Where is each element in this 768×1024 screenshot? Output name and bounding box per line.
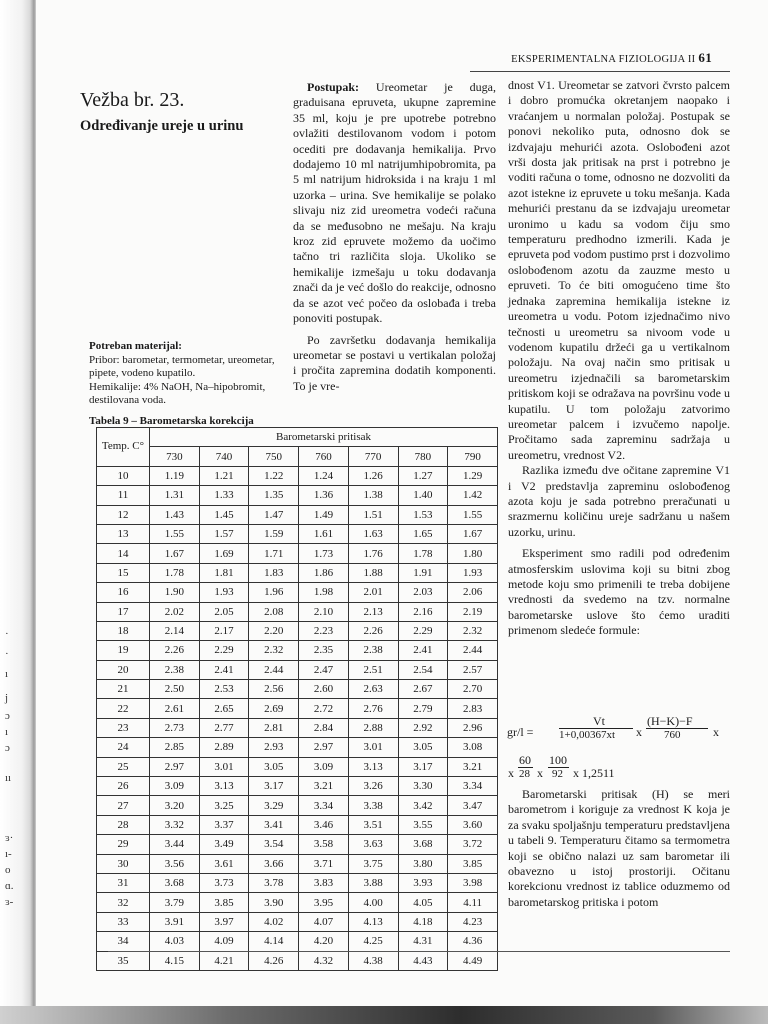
formula-num-vt: Vt — [593, 714, 605, 728]
table-correction-cell: 3.68 — [150, 873, 200, 892]
table-correction-cell: 3.01 — [348, 738, 398, 757]
table-correction-cell: 2.47 — [299, 660, 349, 679]
table-row — [97, 486, 498, 505]
formula-num-100: 100 — [549, 753, 567, 767]
table-correction-cell: 1.55 — [150, 524, 200, 543]
table-correction-cell: 2.26 — [150, 641, 200, 660]
table-row — [97, 621, 498, 640]
table-correction-cell: 2.10 — [299, 602, 349, 621]
table-correction-cell: 3.63 — [348, 835, 398, 854]
table-correction-cell: 3.71 — [299, 854, 349, 873]
table-correction-cell: 1.80 — [448, 544, 498, 563]
table-correction-cell: 1.69 — [199, 544, 249, 563]
table-correction-cell: 2.08 — [249, 602, 299, 621]
materials-equipment: Pribor: barometar, termometar, ureometar, pipete, vodeno kupatilo. — [89, 353, 275, 379]
table-correction-cell: 1.40 — [398, 486, 448, 505]
table-correction-cell: 4.38 — [348, 951, 398, 970]
table-correction-cell: 3.93 — [398, 873, 448, 892]
exercise-title: Vežba br. 23. — [80, 89, 185, 111]
table-row — [97, 524, 498, 543]
table-correction-cell: 1.67 — [448, 524, 498, 543]
table-correction-cell: 3.32 — [150, 815, 200, 834]
table-correction-cell: 3.21 — [448, 757, 498, 776]
table-correction-cell: 3.85 — [448, 854, 498, 873]
table-correction-cell: 2.14 — [150, 621, 200, 640]
table-correction-cell: 2.06 — [448, 583, 498, 602]
procedure-column-middle — [293, 80, 496, 394]
table-correction-cell: 2.23 — [299, 621, 349, 640]
table-correction-cell: 2.20 — [249, 621, 299, 640]
table-temp-cell: 22 — [97, 699, 150, 718]
table-correction-cell: 4.13 — [348, 912, 398, 931]
table-correction-cell: 2.02 — [150, 602, 200, 621]
procedure-paragraph-1: Postupak: Ureometar je duga, graduisana epruveta, ukupne zapremine 35 ml, koju je pre upotrebe potrebno ovlažiti destilovanom vodom i potom ocediti pre dodavanja hemikalija. Prvo dodajemo 10 ml natrijumhipobromita, pa 5 ml natrijum hidroksida i na kraju 1 ml uzorka – urina. Sve hemikalije se polako slivaju niz zid ureometra vodeći računa da se međusobno ne mešaju. Na kraju kroz zid epruvete možemo da uočimo tačno tri različita sloja. Ukoliko se hemikalije izmešaju u toku dodavanja znači da je već došlo do reakcije, odnosno da se azot već počeo da oslobađa i treba ponoviti postupak. — [293, 80, 496, 326]
table-correction-cell: 3.38 — [348, 796, 398, 815]
table-row — [97, 932, 498, 951]
table-correction-cell: 3.60 — [448, 815, 498, 834]
table-temp-cell: 32 — [97, 893, 150, 912]
table-correction-cell: 3.34 — [448, 777, 498, 796]
table-correction-cell: 1.76 — [348, 544, 398, 563]
table-correction-cell: 2.29 — [199, 641, 249, 660]
table-correction-cell: 3.66 — [249, 854, 299, 873]
table-correction-cell: 4.14 — [249, 932, 299, 951]
table-correction-cell: 1.55 — [448, 505, 498, 524]
table-correction-cell: 2.26 — [348, 621, 398, 640]
table-correction-cell: 2.38 — [150, 660, 200, 679]
table-correction-cell: 2.69 — [249, 699, 299, 718]
table-correction-cell: 1.96 — [249, 583, 299, 602]
table-correction-cell: 3.17 — [249, 777, 299, 796]
formula-den-28: 28 — [519, 768, 530, 780]
table-row — [97, 893, 498, 912]
table-correction-cell: 2.97 — [150, 757, 200, 776]
table-correction-cell: 2.60 — [299, 680, 349, 699]
exercise-subtitle: Određivanje ureje u urinu — [80, 118, 244, 134]
table-correction-cell: 3.85 — [199, 893, 249, 912]
table-temp-cell: 15 — [97, 563, 150, 582]
table-temp-cell: 12 — [97, 505, 150, 524]
table-correction-cell: 2.92 — [398, 718, 448, 737]
table-correction-cell: 2.85 — [150, 738, 200, 757]
table-correction-cell: 1.71 — [249, 544, 299, 563]
table-correction-cell: 2.16 — [398, 602, 448, 621]
table-correction-cell: 2.88 — [348, 718, 398, 737]
table-pressure-col: 730 — [150, 447, 200, 466]
table-correction-cell: 1.88 — [348, 563, 398, 582]
table-row — [97, 505, 498, 524]
table-correction-cell: 2.51 — [348, 660, 398, 679]
table-correction-cell: 3.30 — [398, 777, 448, 796]
table-correction-cell: 2.44 — [448, 641, 498, 660]
table-row — [97, 738, 498, 757]
table-correction-cell: 3.51 — [348, 815, 398, 834]
table-correction-cell: 2.32 — [249, 641, 299, 660]
table-correction-cell: 4.21 — [199, 951, 249, 970]
table-correction-cell: 1.49 — [299, 505, 349, 524]
table-temp-cell: 31 — [97, 873, 150, 892]
formula-times-2: x — [713, 725, 719, 739]
table-correction-cell: 4.18 — [398, 912, 448, 931]
table-row — [97, 718, 498, 737]
table-correction-cell: 1.98 — [299, 583, 349, 602]
table-correction-cell: 4.15 — [150, 951, 200, 970]
table-row — [97, 912, 498, 931]
procedure-paragraph-5: Barometarski pritisak (H) se meri barometrom i koriguje za vrednost K koja je za svaku spoljašnju temperaturu predstavljena u tabeli 9. Temperaturu čitamo sa termometra koji se obično nalazi uz sam barometar ili obavezno u istoj prostoriji. Očitanu korekcionu vrednost iz tablice oduzmemo od barometarskog pritiska i potom — [508, 787, 730, 909]
table-temp-cell: 30 — [97, 854, 150, 873]
table-correction-cell: 2.93 — [249, 738, 299, 757]
table-correction-cell: 4.49 — [448, 951, 498, 970]
table-correction-cell: 1.78 — [150, 563, 200, 582]
table-temp-cell: 11 — [97, 486, 150, 505]
formula-num-pressure: (H−K)−F — [647, 714, 693, 728]
scan-edge-strip — [0, 1006, 768, 1024]
table-correction-cell: 3.44 — [150, 835, 200, 854]
margin-marks: · · ı j ɔ ı ɔ ıı ɜ· ı- o ɑ. ɜ- — [5, 628, 14, 908]
table-correction-cell: 3.83 — [299, 873, 349, 892]
table-correction-cell: 3.09 — [150, 777, 200, 796]
table-correction-cell: 3.91 — [150, 912, 200, 931]
table-correction-cell: 2.79 — [398, 699, 448, 718]
table-correction-cell: 1.67 — [150, 544, 200, 563]
table-correction-cell: 4.23 — [448, 912, 498, 931]
table-correction-cell: 2.50 — [150, 680, 200, 699]
table-correction-cell: 1.19 — [150, 466, 200, 485]
table-correction-cell: 2.70 — [448, 680, 498, 699]
table-correction-cell: 3.26 — [348, 777, 398, 796]
table-correction-cell: 3.78 — [249, 873, 299, 892]
table-temp-cell: 33 — [97, 912, 150, 931]
table-correction-cell: 3.97 — [199, 912, 249, 931]
formula-lhs: gr/l = — [507, 725, 534, 739]
table-correction-cell: 3.05 — [249, 757, 299, 776]
procedure-paragraph-2-part-a: Po završetku dodavanja hemikalija ureometar se postavi u vertikalan položaj i pročita zapremina dodatih komponenti. To je vre- — [293, 332, 496, 393]
table-row — [97, 777, 498, 796]
formula-lead-x: x — [508, 766, 514, 780]
table-correction-cell: 3.20 — [150, 796, 200, 815]
table-correction-cell: 2.57 — [448, 660, 498, 679]
table-row — [97, 757, 498, 776]
table-row — [97, 815, 498, 834]
table-temp-cell: 28 — [97, 815, 150, 834]
table-correction-cell: 1.45 — [199, 505, 249, 524]
table-correction-cell: 2.03 — [398, 583, 448, 602]
table-correction-cell: 1.31 — [150, 486, 200, 505]
table-correction-cell: 2.41 — [398, 641, 448, 660]
table-correction-cell: 4.36 — [448, 932, 498, 951]
table-row — [97, 796, 498, 815]
table-correction-cell: 1.24 — [299, 466, 349, 485]
formula-tail: x 1,2511 — [573, 766, 615, 780]
table-temp-cell: 34 — [97, 932, 150, 951]
table-temp-cell: 20 — [97, 660, 150, 679]
table-temp-cell: 24 — [97, 738, 150, 757]
table-correction-cell: 1.86 — [299, 563, 349, 582]
table-correction-cell: 3.13 — [199, 777, 249, 796]
table-temp-cell: 35 — [97, 951, 150, 970]
page-number: 61 — [698, 50, 712, 65]
table-correction-cell: 2.67 — [398, 680, 448, 699]
table-temp-cell: 29 — [97, 835, 150, 854]
table-correction-cell: 4.11 — [448, 893, 498, 912]
table-pressure-col: 780 — [398, 447, 448, 466]
table-row — [97, 602, 498, 621]
table-row — [97, 835, 498, 854]
table-correction-cell: 3.34 — [299, 796, 349, 815]
table-correction-cell: 3.68 — [398, 835, 448, 854]
table-correction-cell: 3.61 — [199, 854, 249, 873]
table-body — [97, 466, 498, 970]
table-correction-cell: 1.90 — [150, 583, 200, 602]
table-temp-header: Temp. C° — [97, 428, 150, 467]
materials-heading: Potreban materijal: — [89, 340, 182, 352]
table-pressure-col: 760 — [299, 447, 349, 466]
table-correction-cell: 3.95 — [299, 893, 349, 912]
table-correction-cell: 4.00 — [348, 893, 398, 912]
table-correction-cell: 3.79 — [150, 893, 200, 912]
formula-den-760: 760 — [664, 729, 681, 741]
header-rule — [470, 71, 730, 72]
table-correction-cell: 3.17 — [398, 757, 448, 776]
table-correction-cell: 1.51 — [348, 505, 398, 524]
table-row — [97, 680, 498, 699]
table-row — [97, 563, 498, 582]
table-correction-cell: 1.83 — [249, 563, 299, 582]
table-row — [97, 699, 498, 718]
table-correction-cell: 2.13 — [348, 602, 398, 621]
table-row — [97, 544, 498, 563]
table-correction-cell: 3.46 — [299, 815, 349, 834]
table-correction-cell: 1.42 — [448, 486, 498, 505]
table-row — [97, 641, 498, 660]
table-correction-cell: 1.65 — [398, 524, 448, 543]
procedure-paragraph-2-cont — [508, 78, 730, 463]
table-correction-cell: 1.22 — [249, 466, 299, 485]
table-correction-cell: 1.61 — [299, 524, 349, 543]
table-correction-cell: 2.89 — [199, 738, 249, 757]
table-correction-cell: 3.42 — [398, 796, 448, 815]
table-correction-cell: 4.02 — [249, 912, 299, 931]
table-correction-cell: 4.25 — [348, 932, 398, 951]
table-correction-cell: 3.37 — [199, 815, 249, 834]
table-correction-cell: 1.29 — [448, 466, 498, 485]
table-correction-cell: 2.77 — [199, 718, 249, 737]
formula-den-92: 92 — [552, 768, 563, 780]
table-correction-cell: 2.54 — [398, 660, 448, 679]
table-correction-cell: 1.93 — [199, 583, 249, 602]
barometric-correction-table — [96, 427, 498, 971]
table-temp-cell: 23 — [97, 718, 150, 737]
table-temp-cell: 10 — [97, 466, 150, 485]
table-correction-cell: 1.78 — [398, 544, 448, 563]
table-correction-cell: 2.44 — [249, 660, 299, 679]
table-correction-cell: 3.25 — [199, 796, 249, 815]
table-correction-cell: 1.35 — [249, 486, 299, 505]
table-correction-cell: 3.56 — [150, 854, 200, 873]
table-pressure-col: 770 — [348, 447, 398, 466]
table-pressure-col: 740 — [199, 447, 249, 466]
procedure-paragraph-3: Razlika između dve očitane zapremine V1 i V2 predstavlja zapreminu oslobođenog azota koju je sada potrebno preračunati u srazmernu količinu ureje sadržanu u našem uzorku, urinu. — [508, 463, 730, 539]
table-correction-cell: 3.05 — [398, 738, 448, 757]
table-correction-cell: 1.63 — [348, 524, 398, 543]
table-pressure-col: 750 — [249, 447, 299, 466]
materials-box — [89, 340, 285, 408]
table-correction-cell: 3.09 — [299, 757, 349, 776]
formula-times-3: x — [537, 766, 543, 780]
table-correction-cell: 4.05 — [398, 893, 448, 912]
table-row — [97, 854, 498, 873]
table-correction-cell: 2.73 — [150, 718, 200, 737]
table-row — [97, 660, 498, 679]
table-correction-cell: 3.49 — [199, 835, 249, 854]
table-correction-cell: 4.03 — [150, 932, 200, 951]
table-row — [97, 951, 498, 970]
table-pressure-col: 790 — [448, 447, 498, 466]
table-correction-cell: 3.29 — [249, 796, 299, 815]
table-correction-cell: 3.75 — [348, 854, 398, 873]
table-correction-cell: 3.47 — [448, 796, 498, 815]
table-correction-cell: 2.29 — [398, 621, 448, 640]
table-temp-cell: 19 — [97, 641, 150, 660]
table-caption: Tabela 9 – Barometarska korekcija — [89, 415, 254, 427]
table-correction-cell: 2.38 — [348, 641, 398, 660]
table-correction-cell: 1.91 — [398, 563, 448, 582]
table-correction-cell: 3.08 — [448, 738, 498, 757]
running-head — [511, 50, 712, 66]
table-correction-cell: 1.53 — [398, 505, 448, 524]
table-temp-cell: 26 — [97, 777, 150, 796]
table-correction-cell: 2.17 — [199, 621, 249, 640]
table-correction-cell: 1.38 — [348, 486, 398, 505]
table-correction-cell: 1.21 — [199, 466, 249, 485]
table-temp-cell: 16 — [97, 583, 150, 602]
table-row — [97, 873, 498, 892]
table-correction-cell: 2.96 — [448, 718, 498, 737]
table-temp-cell: 13 — [97, 524, 150, 543]
table-correction-cell: 2.53 — [199, 680, 249, 699]
footer-rule — [108, 951, 730, 952]
formula-times-1: x — [636, 725, 642, 739]
procedure-column-right — [508, 78, 730, 639]
table-correction-cell: 3.73 — [199, 873, 249, 892]
table-correction-cell: 3.58 — [299, 835, 349, 854]
table-correction-cell: 4.20 — [299, 932, 349, 951]
table-correction-cell: 1.26 — [348, 466, 398, 485]
table-correction-cell: 3.72 — [448, 835, 498, 854]
table-correction-cell: 2.32 — [448, 621, 498, 640]
table-correction-cell: 4.31 — [398, 932, 448, 951]
table-temp-cell: 17 — [97, 602, 150, 621]
table-correction-cell: 3.55 — [398, 815, 448, 834]
table-correction-cell: 2.65 — [199, 699, 249, 718]
table-correction-cell: 3.41 — [249, 815, 299, 834]
table-correction-cell: 2.63 — [348, 680, 398, 699]
table-correction-cell: 3.98 — [448, 873, 498, 892]
table-correction-cell: 2.61 — [150, 699, 200, 718]
table-correction-cell: 3.54 — [249, 835, 299, 854]
table-correction-cell: 2.81 — [249, 718, 299, 737]
table-correction-cell: 2.01 — [348, 583, 398, 602]
table-temp-cell: 21 — [97, 680, 150, 699]
table-pressure-values — [97, 447, 498, 466]
urea-formula — [507, 705, 732, 785]
table-row — [97, 583, 498, 602]
procedure-paragraph-2-part-b: dnost V1. Ureometar se zatvori čvrsto palcem i dobro promućka okretanjem naopako i vraćanjem u normalan položaj. Postupak se ponovi nekoliko puta, odnosno dok se izdvajaju mehurići azota. Oslobođeni azot vrši dosta jak pritisak na prst i potrebno je voditi računa o tome, odnosno ne dozvoliti da azot istekne iz epruvete u toku mešanja. Kada mehurići prestanu da se izdvajaju ureometar uronimo u kadu sa vodom čiju smo temperaturu predhodno izmerili. Kada je epruveta pod vodom pustimo prst i dozvolimo oslobođenom azotu da zauzme mesto u epruveti. To će biti omogućeno time što jednaka zapremina hemikalija istekne iz ureometra u vodu. Potom izjednačimo nivo tečnosti u ureometru sa nivoom vode u vodenom kupatilu držeći ga u vertikalnom položaju. Na ovaj način smo pritisak u ureometru izjednačili sa barometarskim pritiskom koji se odražava na površinu vode u kupatilu. U tom položaju zatvorimo ureometar palcem i izvučemo napolje. Pročitamo sada zapreminu sadržaja u ureometru, vrednost V2. — [508, 78, 730, 462]
table-correction-cell: 1.81 — [199, 563, 249, 582]
table-correction-cell: 3.80 — [398, 854, 448, 873]
table-correction-cell: 3.01 — [199, 757, 249, 776]
table-correction-cell: 2.56 — [249, 680, 299, 699]
table-correction-cell: 1.73 — [299, 544, 349, 563]
table-correction-cell: 4.09 — [199, 932, 249, 951]
table-correction-cell: 3.90 — [249, 893, 299, 912]
procedure-lead: Postupak: — [307, 80, 360, 94]
table-correction-cell: 2.72 — [299, 699, 349, 718]
table-temp-cell: 27 — [97, 796, 150, 815]
formula-num-60: 60 — [519, 753, 531, 767]
table-correction-cell: 1.27 — [398, 466, 448, 485]
table-correction-cell: 2.19 — [448, 602, 498, 621]
table-correction-cell: 2.84 — [299, 718, 349, 737]
table-correction-cell: 2.76 — [348, 699, 398, 718]
table-correction-cell: 2.05 — [199, 602, 249, 621]
table-temp-cell: 25 — [97, 757, 150, 776]
running-head-title: EKSPERIMENTALNA FIZIOLOGIJA II — [511, 54, 696, 65]
materials-chemicals: Hemikalije: 4% NaOH, Na–hipobromit, destilovana voda. — [89, 380, 266, 406]
table-correction-cell: 1.36 — [299, 486, 349, 505]
table-correction-cell: 4.32 — [299, 951, 349, 970]
table-row — [97, 466, 498, 485]
table-correction-cell: 2.97 — [299, 738, 349, 757]
procedure-paragraph-4: Eksperiment smo radili pod određenim atmosferskim uslovima koji su bitni zbog metode koju smo primenili te treba dobijene vrednosti da svedemo na tzv. normalne barometarske uslove što ćemo uraditi primenom sledeće formule: — [508, 546, 730, 638]
table-pressure-header: Barometarski pritisak — [150, 428, 498, 447]
table-temp-cell: 18 — [97, 621, 150, 640]
table-correction-cell: 3.21 — [299, 777, 349, 796]
table-correction-cell: 4.07 — [299, 912, 349, 931]
table-correction-cell: 2.83 — [448, 699, 498, 718]
table-correction-cell: 1.93 — [448, 563, 498, 582]
table-correction-cell: 1.43 — [150, 505, 200, 524]
procedure-column-right-bottom — [508, 787, 730, 910]
table-temp-cell: 14 — [97, 544, 150, 563]
procedure-paragraph-2 — [293, 333, 496, 395]
table-correction-cell: 4.26 — [249, 951, 299, 970]
formula-den-temp: 1+0,00367xt — [559, 729, 616, 741]
table-correction-cell: 1.47 — [249, 505, 299, 524]
table-correction-cell: 3.88 — [348, 873, 398, 892]
table-correction-cell: 1.59 — [249, 524, 299, 543]
table-correction-cell: 1.33 — [199, 486, 249, 505]
table-correction-cell: 3.13 — [348, 757, 398, 776]
table-correction-cell: 2.41 — [199, 660, 249, 679]
table-correction-cell: 2.35 — [299, 641, 349, 660]
table-correction-cell: 1.57 — [199, 524, 249, 543]
table-correction-cell: 4.43 — [398, 951, 448, 970]
